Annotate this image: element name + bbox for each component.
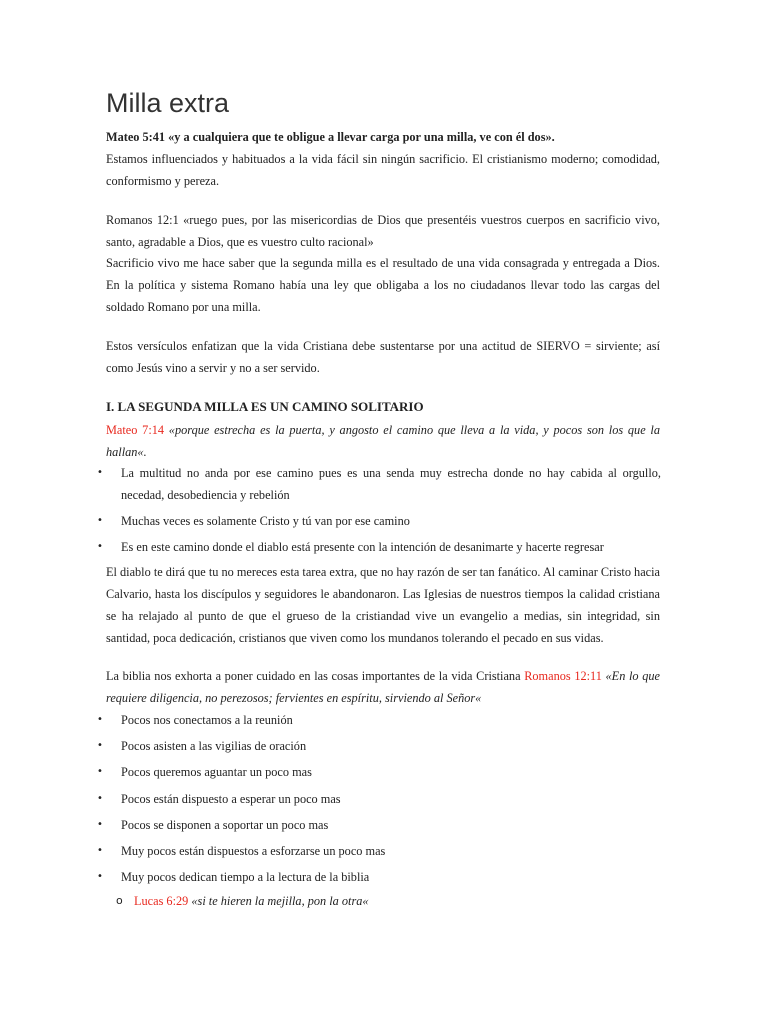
bullet-icon: • bbox=[97, 793, 103, 804]
verse-heading: Mateo 5:41 «y a cualquiera que te obligue a llevar carga por una milla, ve con él dos». bbox=[106, 130, 555, 144]
list-item: Pocos se disponen a soportar un poco mas bbox=[121, 818, 329, 832]
bullet-icon: • bbox=[97, 714, 103, 725]
sub-list-item bbox=[134, 890, 369, 912]
bullet-icon: • bbox=[97, 845, 103, 856]
list-item: Pocos nos conectamos a la reunión bbox=[121, 713, 293, 727]
paragraph-1: Estamos influenciados y habituados a la vida fácil sin ningún sacrificio. El cristianismo moderno; comodidad, conformismo y pereza. bbox=[106, 152, 660, 188]
list-item: Pocos están dispuesto a esperar un poco mas bbox=[121, 792, 341, 806]
section-1-heading: I. LA SEGUNDA MILLA ES UN CAMINO SOLITARIO bbox=[106, 399, 424, 414]
paragraph-2: Romanos 12:1 «ruego pues, por las misericordias de Dios que presentéis vuestros cuerpos en sacrificio vivo, santo, agradable a Dios, que es vuestro culto racional» bbox=[106, 213, 660, 249]
paragraph-3: Sacrificio vivo me hace saber que la segunda milla es el resultado de una vida consagrada y entregada a Dios. En la política y sistema Romano había una ley que obligaba a los no ciudadanos llevar todo las cargas del soldado Romano por una milla. bbox=[106, 256, 660, 314]
list-item: Muy pocos dedican tiempo a la lectura de la biblia bbox=[121, 870, 370, 884]
bullet-icon: • bbox=[97, 467, 103, 478]
bullet-icon: • bbox=[97, 871, 103, 882]
scripture-quote: «En lo que requiere diligencia, no perezosos; fervientes en espíritu, sirviendo al Señor« bbox=[106, 669, 660, 705]
bullet-icon: • bbox=[97, 766, 103, 777]
bullet-icon: • bbox=[97, 740, 103, 751]
scripture-reference: Mateo 7:14 bbox=[106, 423, 165, 437]
section-1-verse bbox=[106, 419, 660, 463]
paragraph-6-text: La biblia nos exhorta a poner cuidado en las cosas importantes de la vida Cristiana bbox=[106, 669, 525, 683]
page-title: Milla extra bbox=[106, 88, 230, 118]
paragraph-4: Estos versículos enfatizan que la vida Cristiana debe sustentarse por una actitud de SIERVO = sirviente; así como Jesús vino a servir y no a ser servido. bbox=[106, 339, 660, 375]
list-item: La multitud no anda por ese camino pues es una senda muy estrecha donde no hay cabida al orgullo, necedad, desobediencia y rebelión bbox=[121, 466, 661, 502]
scripture-reference: Lucas 6:29 bbox=[134, 894, 189, 908]
list-item: Es en este camino donde el diablo está presente con la intención de desanimarte y hacerte regresar bbox=[121, 540, 604, 554]
list-item: Muy pocos están dispuestos a esforzarse un poco mas bbox=[121, 844, 386, 858]
list-item: Pocos asisten a las vigilias de oración bbox=[121, 739, 307, 753]
scripture-reference: Romanos 12:11 bbox=[524, 669, 602, 683]
bullet-icon: • bbox=[97, 541, 103, 552]
list-item: Muchas veces es solamente Cristo y tú van por ese camino bbox=[121, 514, 410, 528]
scripture-quote: «porque estrecha es la puerta, y angosto el camino que lleva a la vida, y pocos son los que la hallan«. bbox=[106, 423, 660, 459]
sub-bullet-icon: o bbox=[116, 894, 123, 907]
scripture-quote: «si te hieren la mejilla, pon la otra« bbox=[188, 894, 369, 908]
paragraph-5: El diablo te dirá que tu no mereces esta tarea extra, que no hay razón de ser tan fanático. Al caminar Cristo hacia Calvario, hasta los discípulos y seguidores le abandonaron. Las Iglesias de nuestros tiempos la calidad cristiana se ha relajado al punto de que el grueso de la cristiandad vive un evangelio a medias, sin integridad, sin santidad, poca dedicación, cristianos que viven como los mundanos tolerando el pecado en sus vidas. bbox=[106, 565, 660, 645]
bullet-icon: • bbox=[97, 515, 103, 526]
paragraph-6 bbox=[106, 665, 660, 709]
list-item: Pocos queremos aguantar un poco mas bbox=[121, 765, 312, 779]
bullet-icon: • bbox=[97, 819, 103, 830]
